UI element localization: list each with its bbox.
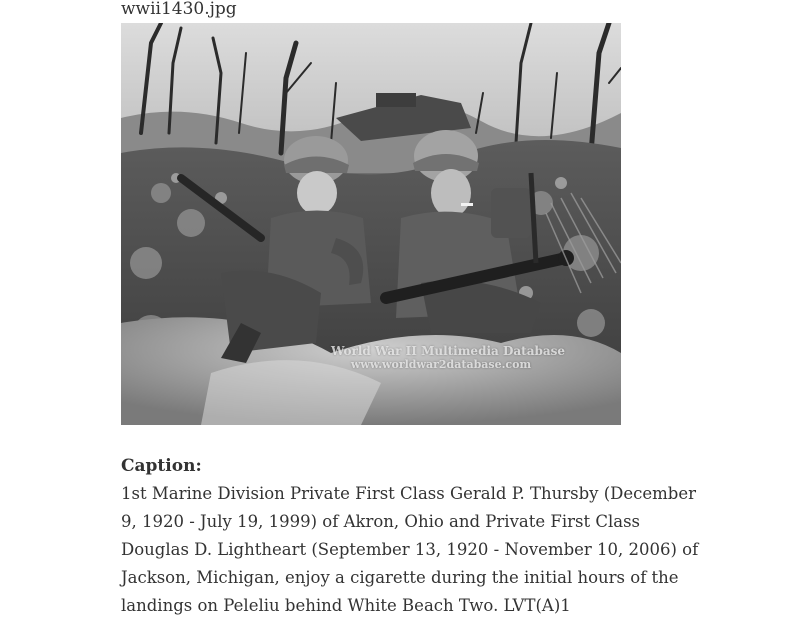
- photo-watermark: [331, 344, 566, 371]
- watermark-url: www.worldwar2database.com: [350, 358, 532, 371]
- caption-block: [121, 452, 701, 620]
- file-name: wwii1430.jpg: [121, 0, 237, 19]
- caption-label: Caption:: [121, 456, 202, 476]
- watermark-title: World War II Multimedia Database: [331, 344, 566, 358]
- historical-photo: [121, 23, 621, 425]
- caption-text: 1st Marine Division Private First Class Gerald P. Thursby (December 9, 1920 - July 19, 1999) of Akron, Ohio and Private First Class Douglas D. Lightheart (September 13, 1920 - November 10, 2006) of Jackson, Michigan, enjoy a cigarette during the initial hours of the landings on Peleliu behind White Beach Two. LVT(A)1: [121, 484, 699, 615]
